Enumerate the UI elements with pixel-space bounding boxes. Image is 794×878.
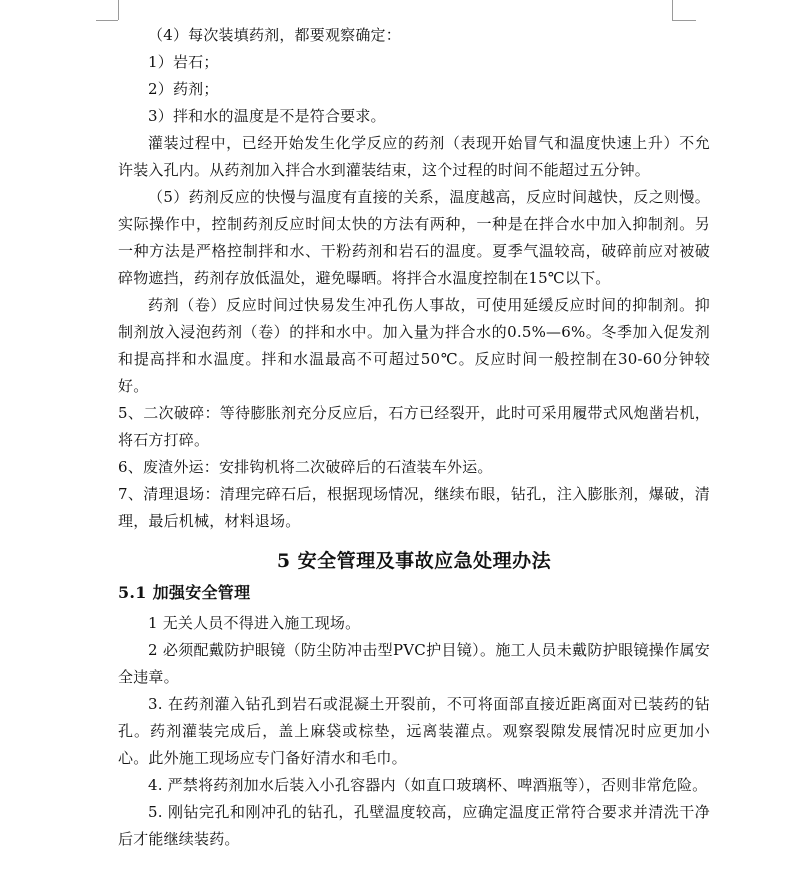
paragraph: 灌装过程中，已经开始发生化学反应的药剂（表现开始冒气和温度快速上升）不允许装入孔内。从药剂加入拌合水到灌装结束，这个过程的时间不能超过五分钟。 [118,134,710,179]
subsection-heading: 5.1 加强安全管理 [118,583,251,602]
paragraph: 2 必须配戴防护眼镜（防尘防冲击型PVC护目镜）。施工人员未戴防护眼镜操作属安全违章。 [118,641,710,686]
paragraph: 1 无关人员不得进入施工现场。 [148,614,361,632]
paragraph: 5、二次破碎：等待膨胀剂充分反应后，石方已经裂开，此时可采用履带式风炮凿岩机，将石方打碎。 [118,404,710,449]
paragraph: 7、清理退场：清理完碎石后，根据现场情况，继续布眼，钻孔，注入膨胀剂，爆破，清理，最后机械，材料退场。 [118,485,710,530]
paragraph: 5. 刚钻完孔和刚冲孔的钻孔，孔壁温度较高，应确定温度正常符合要求并清洗干净后才能继续装药。 [118,803,710,848]
paragraph: 3. 在药剂灌入钻孔到岩石或混凝土开裂前，不可将面部直接近距离面对已装药的钻孔。药剂灌装完成后，盖上麻袋或棕垫，远离装灌点。观察裂隙发展情况时应更加小心。此外施工现场应专门备好清水和毛巾。 [118,695,710,767]
paragraph: 3）拌和水的温度是不是符合要求。 [148,107,386,125]
section-heading: 5 安全管理及事故应急处理办法 [276,550,552,572]
crop-mark-right-vertical [672,0,673,20]
document-page-body [118,22,710,853]
paragraph: 药剂（卷）反应时间过快易发生冲孔伤人事故，可使用延缓反应时间的抑制剂。抑制剂放入浸泡药剂（卷）的拌和水中。加入量为拌合水的0.5%—6%。冬季加入促发剂和提高拌和水温度。拌和水温最高不可超过50℃。反应时间一般控制在30-60分钟较好。 [118,296,710,395]
paragraph: 1）岩石； [148,53,219,71]
crop-mark-left-horizontal [96,20,118,21]
paragraph: 4. 严禁将药剂加水后装入小孔容器内（如直口玻璃杯、啤酒瓶等），否则非常危险。 [148,776,708,794]
paragraph: （5）药剂反应的快慢与温度有直接的关系，温度越高，反应时间越快，反之则慢。实际操作中，控制药剂反应时间太快的方法有两种，一种是在拌合水中加入抑制剂。另一种方法是严格控制拌和水、干粉药剂和岩石的温度。夏季气温较高，破碎前应对被破碎物遮挡，药剂存放低温处，避免曝晒。将拌合水温度控制在15℃以下。 [118,188,710,287]
crop-mark-left-vertical [118,0,119,20]
crop-mark-right-horizontal [672,20,696,21]
paragraph: 2）药剂； [148,80,219,98]
top-paragraphs [118,22,710,535]
paragraph: （4）每次装填药剂，都要观察确定： [148,26,401,44]
bottom-paragraphs [118,610,710,853]
paragraph: 6、废渣外运：安排钩机将二次破碎后的石渣装车外运。 [118,458,493,476]
